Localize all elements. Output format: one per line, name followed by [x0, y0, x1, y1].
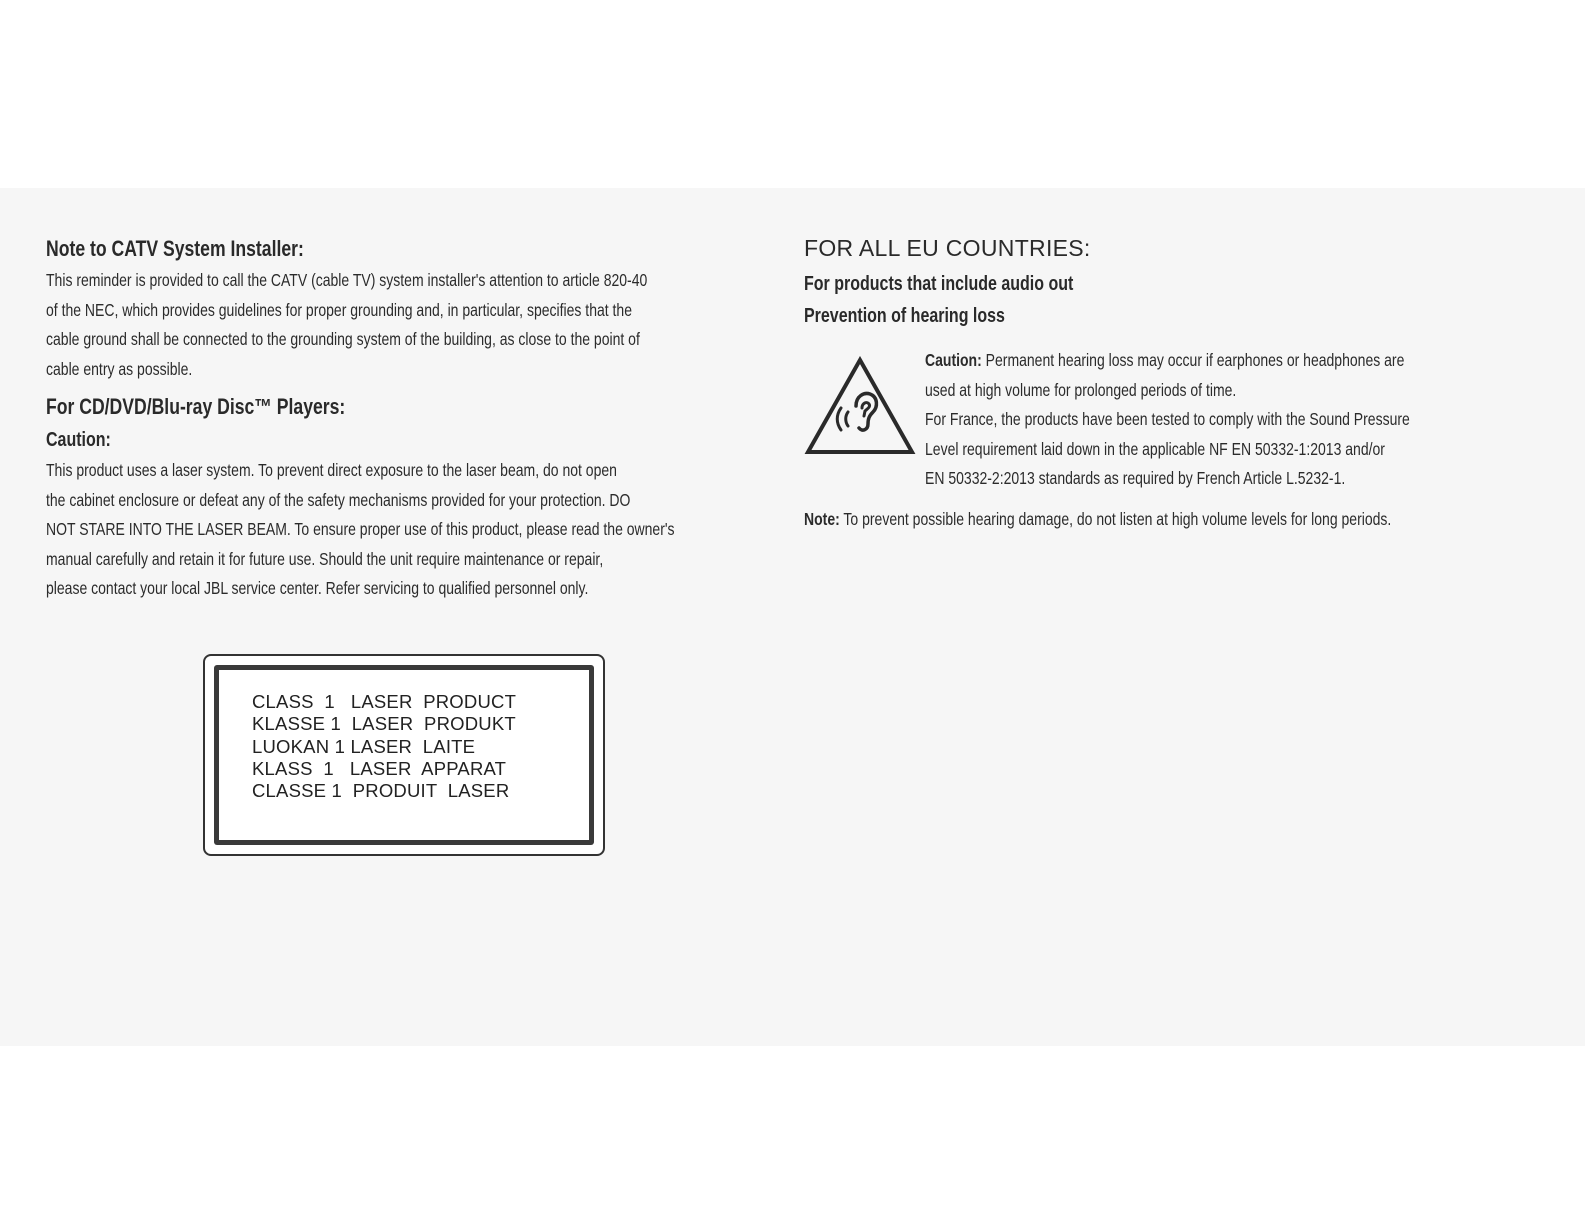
left-column — [46, 232, 776, 610]
laser-paragraph — [46, 456, 675, 604]
laser-label-line: KLASS 1 LASER APPARAT — [252, 757, 507, 779]
catv-line: cable ground shall be connected to the grounding system of the building, as close to the point of — [46, 329, 640, 349]
laser-line: This product uses a laser system. To prevent direct exposure to the laser beam, do not open — [46, 460, 617, 480]
caution-label: Caution: — [925, 350, 982, 370]
caution-line: For France, the products have been tested to comply with the Sound Pressure — [925, 409, 1410, 429]
hearing-heading: Prevention of hearing loss — [804, 305, 1005, 327]
caution-heading: Caution: — [46, 429, 111, 451]
laser-line: NOT STARE INTO THE LASER BEAM. To ensure proper use of this product, please read the owner's — [46, 519, 675, 539]
laser-class-label — [203, 654, 605, 856]
caution-block — [925, 346, 1531, 494]
laser-label-line: CLASS 1 LASER PRODUCT — [252, 691, 517, 712]
audio-heading: For products that include audio out — [804, 273, 1074, 295]
laser-line: the cabinet enclosure or defeat any of the safety mechanisms provided for your protection. DO — [46, 489, 631, 510]
players-heading: For CD/DVD/Blu-ray Disc™ Players: — [46, 394, 346, 419]
laser-label-text — [252, 691, 516, 802]
hearing-warning-icon — [804, 356, 916, 456]
caution-text — [925, 346, 1410, 494]
laser-label-line: LUOKAN 1 LASER LAITE — [252, 735, 476, 757]
catv-heading: Note to CATV System Installer: — [46, 236, 304, 261]
note-label: Note: — [804, 509, 840, 529]
catv-paragraph — [46, 266, 648, 384]
catv-line: of the NEC, which provides guidelines for proper grounding and, in particular, specifies that the — [46, 299, 633, 320]
catv-line: cable entry as possible. — [46, 358, 193, 379]
laser-label-line: KLASSE 1 LASER PRODUKT — [252, 713, 516, 735]
caution-line — [925, 346, 1410, 376]
laser-line: please contact your local JBL service center. Refer servicing to qualified personnel only. — [46, 578, 589, 598]
caution-line: EN 50332-2:2013 standards as required by French Article L.5232-1. — [925, 468, 1346, 488]
note-text: To prevent possible hearing damage, do not listen at high volume levels for long periods. — [839, 509, 1392, 529]
right-column — [804, 230, 1549, 332]
eu-heading: FOR ALL EU COUNTRIES: — [804, 235, 1091, 261]
laser-line: manual carefully and retain it for future use. Should the unit require maintenance or repair, — [46, 548, 604, 569]
caution-line: used at high volume for prolonged periods of time. — [925, 379, 1237, 400]
catv-line: This reminder is provided to call the CATV (cable TV) system installer's attention to article 820-40 — [46, 270, 648, 290]
caution-line-text: Permanent hearing loss may occur if earphones or headphones are — [981, 350, 1405, 370]
laser-label-line: CLASSE 1 PRODUIT LASER — [252, 780, 510, 802]
caution-line: Level requirement laid down in the applicable NF EN 50332-1:2013 and/or — [925, 438, 1385, 459]
note-line — [804, 505, 1391, 535]
